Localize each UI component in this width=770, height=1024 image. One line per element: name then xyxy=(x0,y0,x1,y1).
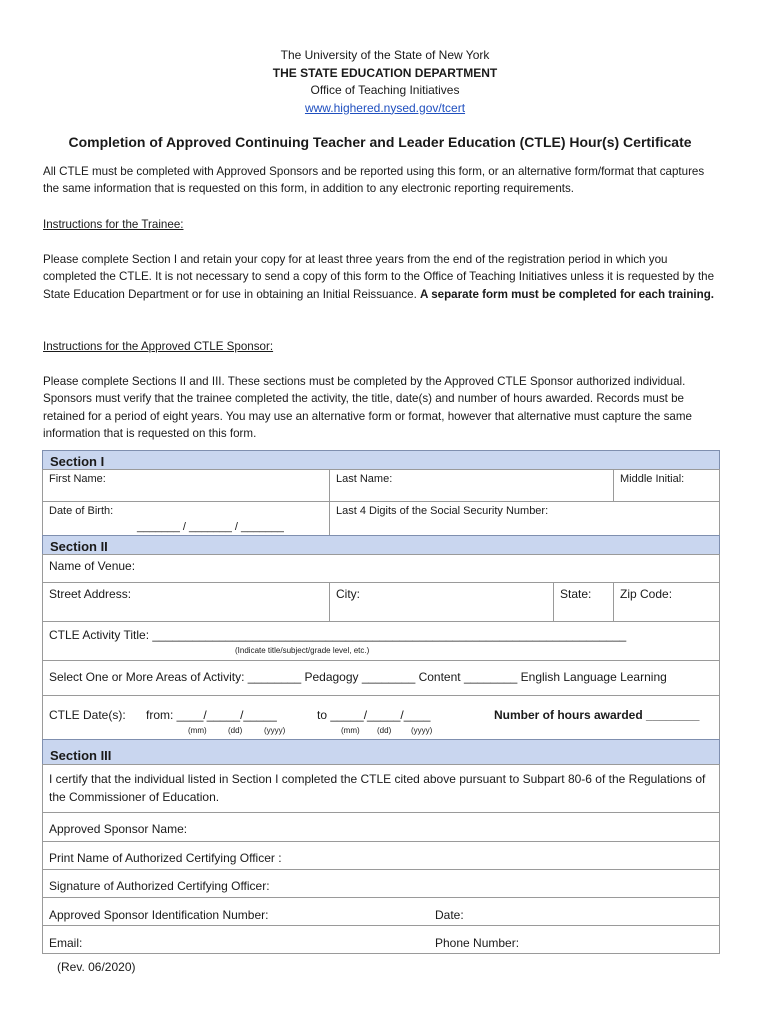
to-mm-hint: (mm) xyxy=(341,726,360,735)
email-and-phone-row[interactable] xyxy=(42,925,720,954)
print-name-label: Print Name of Authorized Certifying Officer : xyxy=(49,851,282,865)
department-name: THE STATE EDUCATION DEPARTMENT xyxy=(272,65,498,80)
trainee-instructions-heading: Instructions for the Trainee: xyxy=(43,218,184,231)
sponsor-name-field[interactable] xyxy=(42,812,720,842)
trainee-instructions-text xyxy=(43,251,723,303)
state-label: State: xyxy=(560,587,592,601)
street-address-label: Street Address: xyxy=(49,587,132,601)
ssn-label: Last 4 Digits of the Social Security Number: xyxy=(336,505,549,517)
to-dd-hint: (dd) xyxy=(377,726,392,735)
certification-statement xyxy=(42,764,720,813)
first-name-label: First Name: xyxy=(49,473,106,485)
zip-code-label: Zip Code: xyxy=(620,587,673,601)
letterhead xyxy=(0,47,770,117)
from-mm-hint: (mm) xyxy=(188,726,207,735)
email-label: Email: xyxy=(49,936,83,950)
to-date-blank: to _____/_____/____ xyxy=(317,708,431,722)
state-field[interactable] xyxy=(553,582,614,622)
intro-text: All CTLE must be completed with Approved Sponsors and be reported using this form, or an alternative form/format that captures the same information that is requested on this form, in addition to any electronic reporting requirements. xyxy=(43,165,705,196)
activity-title-field[interactable] xyxy=(42,621,720,661)
from-date-blank: from: ____/_____/_____ xyxy=(146,708,277,722)
section-2-header: Section II xyxy=(42,535,720,555)
last-name-field[interactable] xyxy=(329,469,614,502)
from-yyyy-hint: (yyyy) xyxy=(264,726,286,735)
date-of-birth-label: Date of Birth: xyxy=(49,505,114,517)
office-website-link[interactable]: www.highered.nysed.gov/tcert xyxy=(304,100,466,115)
ctle-dates-label: CTLE Date(s): xyxy=(49,708,126,722)
last-name-label: Last Name: xyxy=(336,473,393,485)
street-address-field[interactable] xyxy=(42,582,330,622)
sponsor-instructions-heading: Instructions for the Approved CTLE Sponsor: xyxy=(43,340,274,353)
venue-label: Name of Venue: xyxy=(49,559,136,573)
date-of-birth-field[interactable] xyxy=(42,501,330,536)
to-yyyy-hint: (yyyy) xyxy=(411,726,433,735)
office-name: Office of Teaching Initiatives xyxy=(310,83,460,97)
revision-date: (Rev. 06/2020) xyxy=(57,960,136,974)
venue-field[interactable] xyxy=(42,554,720,583)
ctle-dates-field[interactable] xyxy=(42,695,720,740)
signature-field[interactable] xyxy=(42,869,720,898)
zip-code-field[interactable] xyxy=(613,582,720,622)
page-title: Completion of Approved Continuing Teacher and Leader Education (CTLE) Hour(s) Certificate xyxy=(68,134,692,150)
areas-of-activity-field[interactable] xyxy=(42,660,720,696)
from-dd-hint: (dd) xyxy=(228,726,243,735)
signature-label: Signature of Authorized Certifying Officer: xyxy=(49,879,270,893)
sponsor-id-and-date-row[interactable] xyxy=(42,897,720,926)
middle-initial-field[interactable] xyxy=(613,469,720,502)
ssn-field[interactable] xyxy=(329,501,720,536)
phone-label: Phone Number: xyxy=(435,936,520,950)
sponsor-id-label: Approved Sponsor Identification Number: xyxy=(49,908,269,922)
middle-initial-label: Middle Initial: xyxy=(620,473,685,485)
section-3-header: Section III xyxy=(42,739,720,765)
university-name: The University of the State of New York xyxy=(280,48,490,62)
date-label: Date: xyxy=(435,908,464,922)
activity-title-label: CTLE Activity Title: _______________________________________________________________________ xyxy=(49,628,627,642)
certification-text: I certify that the individual listed in Section I completed the CTLE cited above pursuant to Subpart 80-6 of the Regulations of the Commissioner of Education. xyxy=(49,772,706,804)
certificate-form xyxy=(42,450,720,960)
city-field[interactable] xyxy=(329,582,554,622)
print-name-field[interactable] xyxy=(42,841,720,870)
city-label: City: xyxy=(336,587,360,601)
date-of-birth-blank: _______ / _______ / _______ xyxy=(137,521,284,533)
sponsor-name-label: Approved Sponsor Name: xyxy=(49,822,188,836)
hours-awarded-label: Number of hours awarded ________ xyxy=(494,708,700,722)
section-1-header: Section I xyxy=(42,450,720,470)
trainee-instructions-body: Please complete Section I and retain your copy for at least three years from the end of the registration period in which you completed the CTLE. It is not necessary to send a copy of this form to the Office of Teaching Initiatives unless it is requested by the State Education Department or for use in obtaining an Initial Reissuance. xyxy=(43,253,715,301)
first-name-field[interactable] xyxy=(42,469,330,502)
areas-of-activity-label: Select One or More Areas of Activity: ________ Pedagogy ________ Content ________ English Language Learning xyxy=(49,670,667,684)
separate-form-note: A separate form must be completed for each training. xyxy=(420,287,715,301)
activity-title-hint: (Indicate title/subject/grade level, etc.) xyxy=(235,646,370,655)
sponsor-instructions-text: Please complete Sections II and III. These sections must be completed by the Approved CTLE Sponsor authorized individual. Sponsors must verify that the trainee completed the activity, the title, date(s) and number of hours awarded. Records must be retained for a period of eight years. You may use an alternative form or format, however that alternative must capture the same information that is requested on this form. xyxy=(43,375,692,441)
